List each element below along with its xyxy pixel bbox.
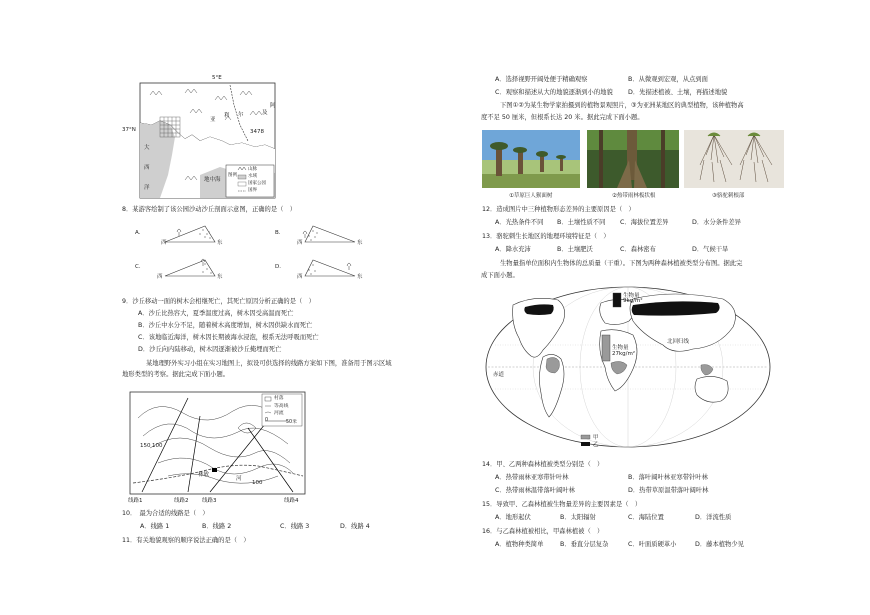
elevation-100-b: 100 — [252, 480, 263, 486]
legend-river: 河流 — [274, 411, 284, 416]
route-4-label[interactable]: 线路4 — [284, 498, 299, 504]
latitude-label: 37°N — [122, 127, 136, 133]
intro-2-line-2: 地形类型的考察。据此完成下面小题。 — [122, 371, 230, 378]
question-14: 14．甲、乙两种森林植被类型分别是（ ） — [482, 461, 604, 468]
q14-option-b[interactable]: B．落叶阔叶林亚寒带针叶林 — [628, 474, 708, 481]
q8-option-c[interactable] — [135, 252, 225, 282]
q15-option-a[interactable]: A．地形起伏 — [495, 514, 531, 521]
west-label: 西 — [297, 274, 303, 280]
intro-4-line-1: 生物量指单位面积内生物体的总质量（干重）。下图为两种森林植被类型分布图。据此完 — [500, 260, 743, 267]
village-label: 林敏 — [198, 472, 210, 478]
q13-option-c[interactable]: C．森林密布 — [620, 246, 656, 253]
scale-fifty: 50米 — [286, 420, 297, 425]
q10-option-b[interactable]: B．线路 2 — [202, 523, 232, 530]
q11-option-b[interactable]: B．从微观到宏观，从点到面 — [628, 76, 708, 83]
legend-park: 国家公园 — [248, 181, 266, 186]
q15-option-c[interactable]: C．海陆位置 — [628, 514, 664, 521]
q16-option-c[interactable]: C．叶面质硬革小 — [628, 541, 677, 548]
q13-option-b[interactable]: B．土壤肥沃 — [557, 246, 593, 253]
option-letter: B. — [275, 230, 281, 236]
photo-caption-3: ③骆驼刺根部 — [712, 193, 745, 199]
photo-buttress-roots — [587, 130, 679, 188]
legend-jia: 甲 — [593, 435, 599, 441]
east-label: 东 — [217, 274, 223, 280]
route-2-label[interactable]: 线路2 — [174, 498, 189, 504]
q12-option-c[interactable]: C．海拔位置差异 — [620, 219, 669, 226]
q10-option-d[interactable]: D．线路 4 — [340, 523, 370, 530]
atlantic-label-3: 洋 — [144, 185, 150, 191]
q12-option-a[interactable]: A．光热条件不同 — [495, 219, 544, 226]
question-15: 15．导致甲、乙森林植被生物量差异的主要因素是（ ） — [482, 501, 642, 508]
q16-option-d[interactable]: D．藤本植物少见 — [695, 541, 744, 548]
route-3-label[interactable]: 线路3 — [202, 498, 217, 504]
photo-caption-2: ②热带雨林板状根 — [612, 193, 656, 199]
question-11: 11．有关地貌观察的顺序说法正确的是（ ） — [122, 537, 250, 544]
q8-option-b[interactable] — [275, 218, 375, 248]
route-map-figure — [128, 388, 308, 508]
q13-option-d[interactable]: D．气候干旱 — [692, 246, 729, 253]
photo-camelthorn-roots — [684, 130, 784, 188]
west-label: 西 — [157, 274, 163, 280]
equator-label: 赤道 — [493, 372, 505, 378]
q10-option-c[interactable]: C．线路 3 — [280, 523, 310, 530]
question-8: 8．某游客绘制了该公园沙动沙丘剖面示意图，正确的是（ ） — [122, 206, 297, 213]
country-label-4: 利 — [224, 113, 230, 119]
legend-village: 村落 — [274, 396, 284, 401]
option-letter: A. — [135, 230, 141, 236]
question-16: 16．与乙森林植被相比，甲森林植被（ ） — [482, 528, 604, 535]
tropic-label: 北回归线 — [667, 339, 690, 345]
longitude-label: 5°E — [212, 75, 222, 81]
q11-option-d[interactable]: D．先描述植被、土壤，再描述地貌 — [628, 89, 728, 96]
country-label-1: 阿 — [270, 103, 276, 109]
legend-mountain: 山脉 — [248, 167, 257, 172]
intro-4-line-2: 成下面小题。 — [481, 272, 519, 279]
biomass-bar2-value: 27kg/m² — [612, 351, 636, 357]
country-label-3: 及 — [262, 110, 268, 116]
algeria-map-figure — [122, 75, 280, 200]
legend-contour: 等高线 — [274, 404, 289, 409]
intro-3-line-1: 下图①②为某生物学家拍摄到的植物景观照片，③为亚洲某地区的典型植物，该种植物高 — [500, 102, 744, 109]
q10-option-a[interactable]: A．线路 1 — [140, 523, 170, 530]
mediterranean-label: 地中海 — [204, 177, 221, 183]
q9-option-d[interactable]: D．沙丘向内陆移动，树木因逐渐被沙丘掩埋而死亡 — [138, 346, 282, 353]
photo-baobab — [482, 130, 580, 188]
east-label: 东 — [357, 274, 363, 280]
country-label-5: 亚 — [210, 117, 216, 123]
q8-option-a[interactable] — [135, 218, 225, 248]
question-13: 13．骆驼刺生长地区的地理环境特征是（ ） — [482, 233, 610, 240]
country-label-2: 尔 — [238, 112, 244, 118]
photo-caption-1: ①草原巨人猴面树 — [509, 193, 553, 199]
option-letter: D. — [275, 264, 281, 270]
east-label: 东 — [217, 240, 223, 246]
elevation-150: 150 — [140, 443, 151, 449]
q14-option-a[interactable]: A．热带雨林亚寒带针叶林 — [495, 474, 569, 481]
east-label: 东 — [357, 240, 363, 246]
q16-option-b[interactable]: B．垂直分层复杂 — [560, 541, 609, 548]
q13-option-a[interactable]: A．降水充沛 — [495, 246, 531, 253]
atlantic-label-2: 西 — [144, 165, 150, 171]
biomass-bar1-value: 9kg/m² — [623, 298, 643, 304]
biomass-bar1-label: 生物量 — [623, 293, 640, 299]
world-map — [483, 285, 773, 455]
route-1-label[interactable]: 线路1 — [128, 498, 143, 504]
q9-option-c[interactable]: C．该地临近海洋，树木因长期被海水浸泡，根系无法呼吸而死亡 — [138, 334, 319, 341]
q11-option-c[interactable]: C．观察和描述从大的地貌逐渐到小的地貌 — [495, 89, 613, 96]
legend-border: 国界 — [248, 188, 257, 193]
elevation-100-a: 100 — [152, 443, 163, 449]
q15-option-b[interactable]: B．太阳辐射 — [560, 514, 596, 521]
q8-option-d[interactable] — [275, 252, 375, 282]
legend-title: 图例 — [228, 173, 237, 178]
q14-option-c[interactable]: C．热带雨林温带落叶阔叶林 — [495, 487, 575, 494]
q15-option-d[interactable]: D．洋流性质 — [695, 514, 732, 521]
q11-option-a[interactable]: A．选择视野开阔处便于精确观察 — [495, 76, 588, 83]
west-label: 西 — [161, 240, 167, 246]
west-label: 西 — [297, 240, 303, 246]
question-10: 10． 最为合适的线路是（ ） — [122, 510, 209, 517]
question-12: 12．造成图片中三种植物形态差异的主要原因是（ ） — [482, 206, 635, 213]
option-letter: C. — [135, 264, 141, 270]
legend-water: 水域 — [248, 174, 257, 179]
world-map-figure — [483, 285, 773, 455]
atlantic-label-1: 大 — [144, 145, 150, 151]
question-9: 9．沙丘移动一面的树木会相继死亡，其死亡原因分析正确的是（ ） — [122, 298, 315, 305]
legend-yi: 乙 — [593, 442, 599, 448]
q16-option-a[interactable]: A．植物种类简单 — [495, 541, 544, 548]
q9-option-b[interactable]: B．沙丘中水分不足，随着树木高度增加，树木因供缺水而死亡 — [138, 322, 313, 329]
q12-option-d[interactable]: D．水分条件差异 — [692, 219, 741, 226]
scale-zero: 0 — [265, 418, 269, 423]
q14-option-d[interactable]: D．热带草原温带落叶阔叶林 — [628, 487, 709, 494]
intro-2-line-1: 某地理野外实习小组在实习地图上，拟设可供选择的线路方案如下图，准备用于图示区域 — [146, 360, 392, 367]
peak-label: 3478 — [250, 129, 264, 135]
q9-option-a[interactable]: A．沙丘比热容大，夏季温度过高，树木因受高温而死亡 — [138, 310, 294, 317]
intro-3-line-2: 度不足 50 厘米，但根系长达 20 米。据此完成下面小题。 — [481, 114, 644, 121]
biomass-bar2-label: 生物量 — [612, 345, 629, 351]
river-label: 河 — [236, 476, 242, 482]
q12-option-b[interactable]: B．土壤性质不同 — [557, 219, 606, 226]
